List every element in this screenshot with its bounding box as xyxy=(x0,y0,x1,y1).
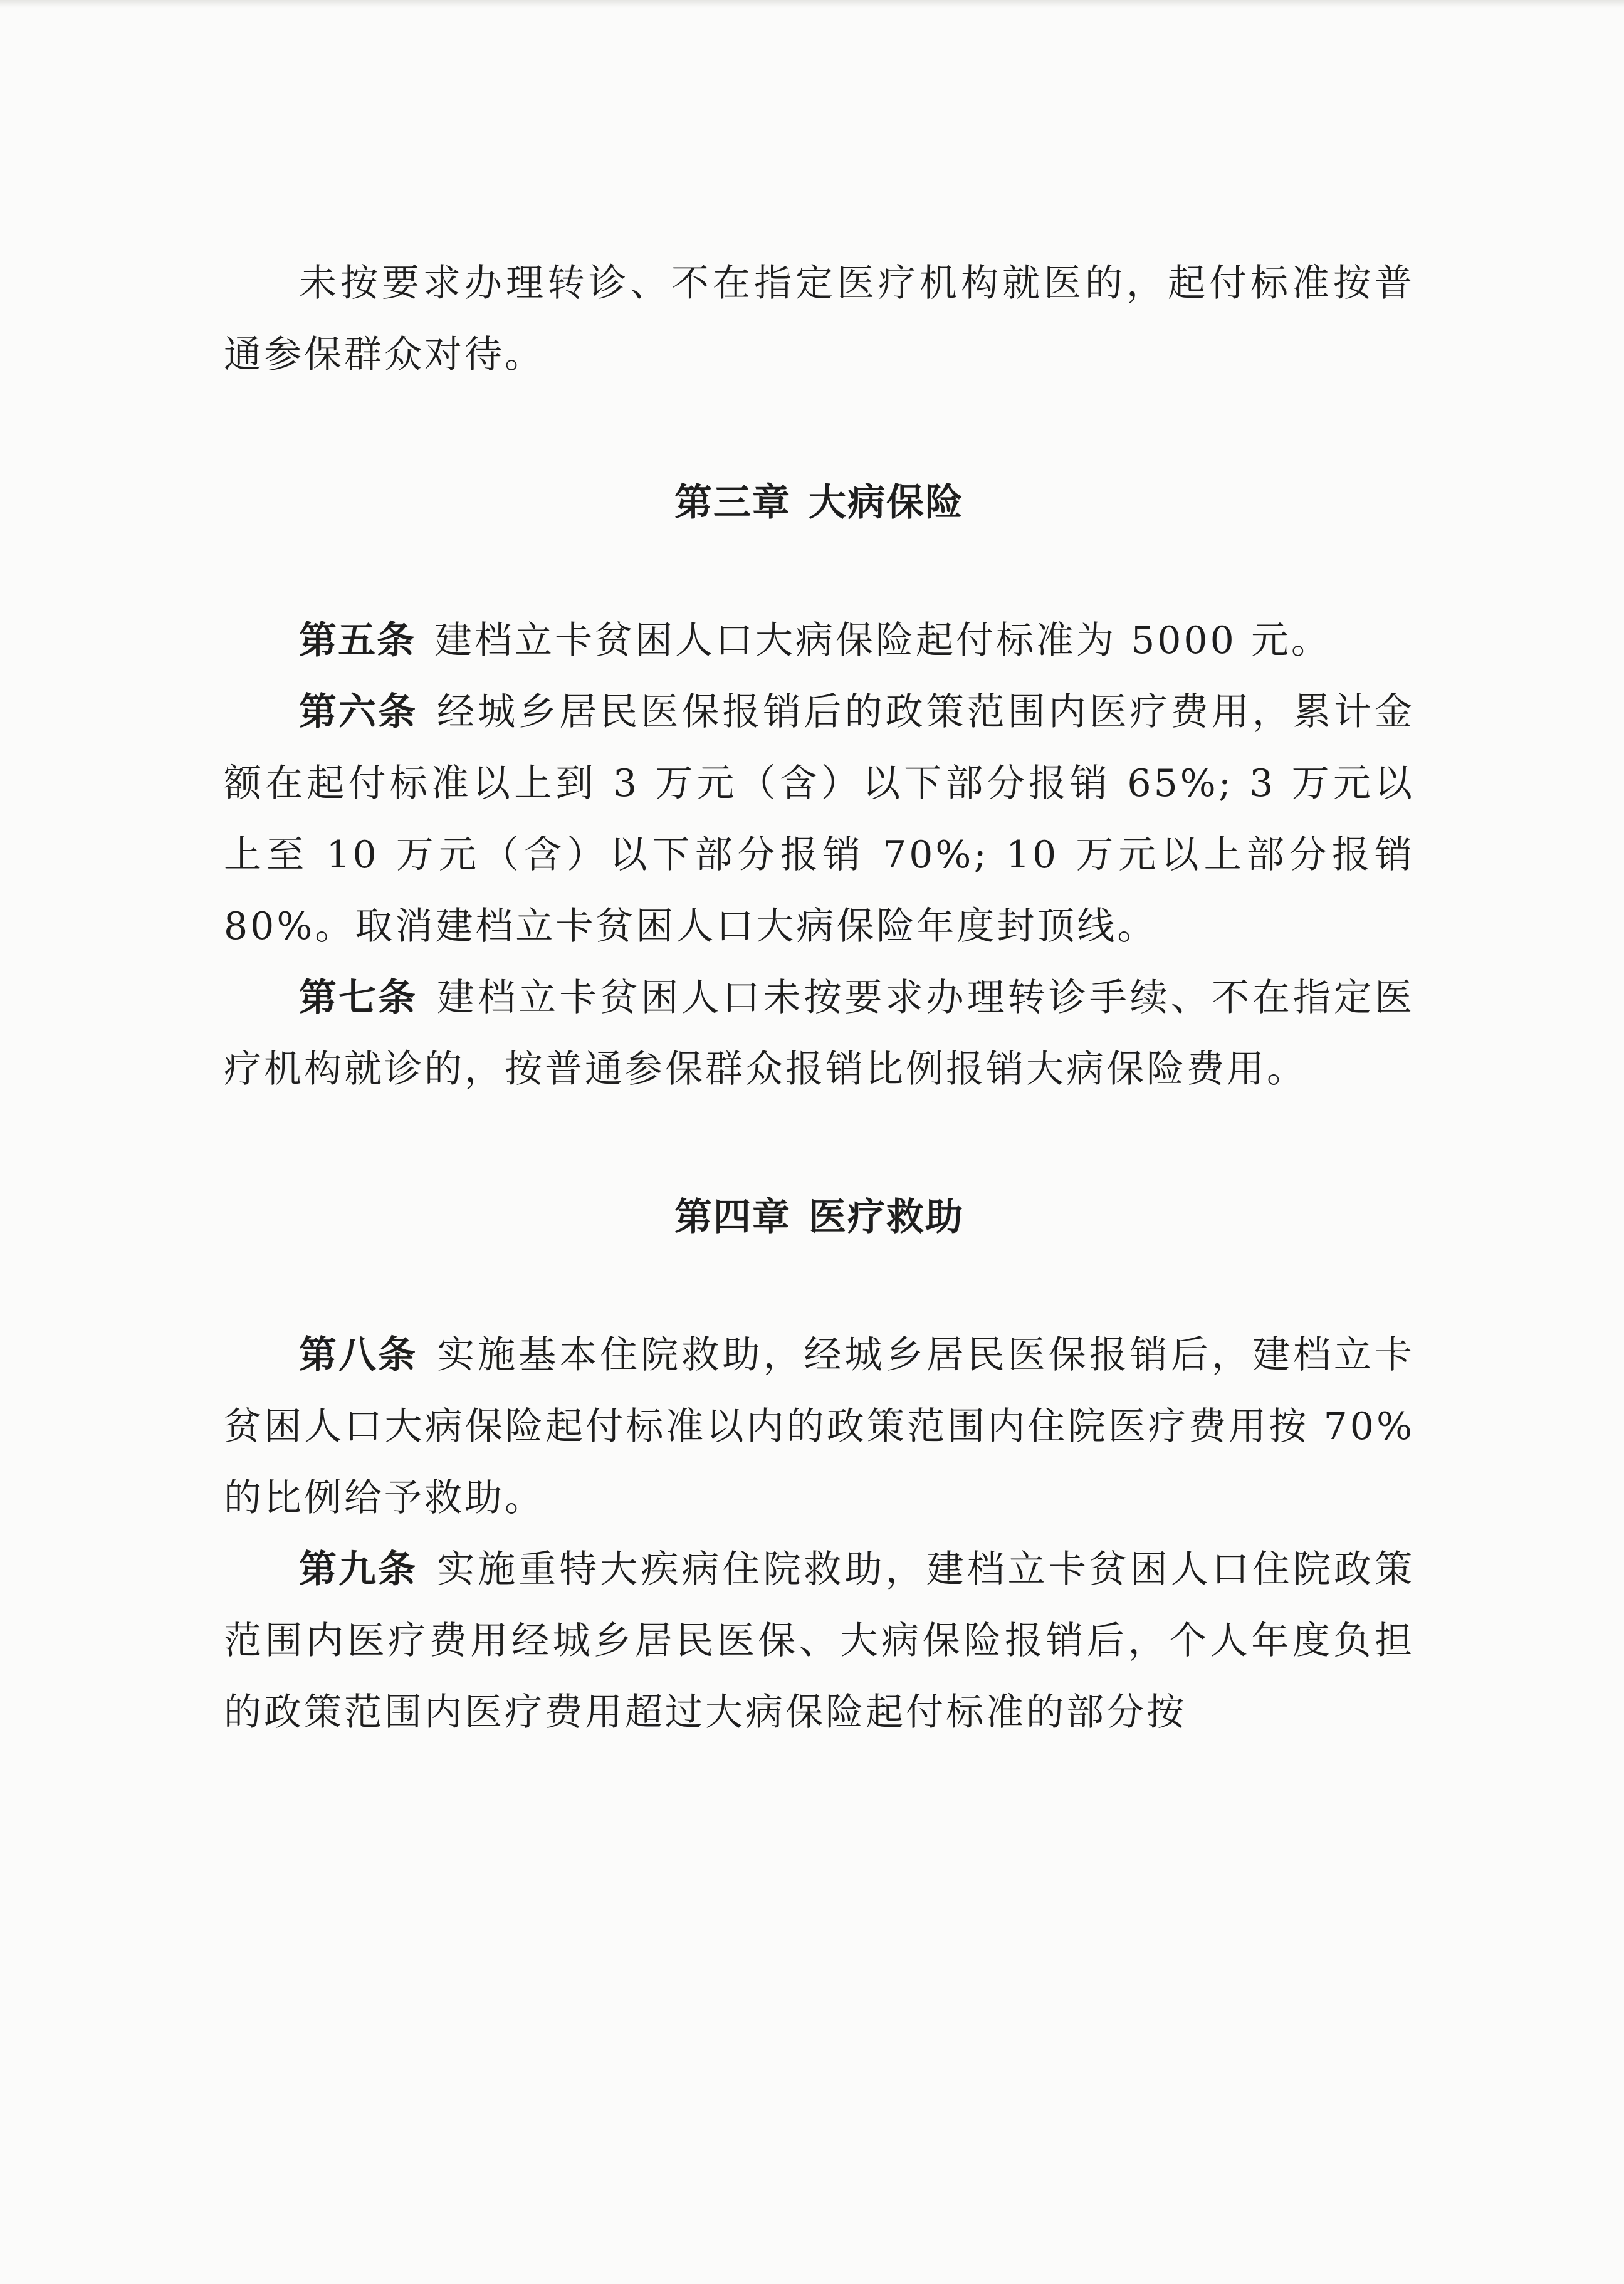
chapter-3-name: 大病保险 xyxy=(809,481,964,525)
article-7-text: 建档立卡贫困人口未按要求办理转诊手续、不在指定医疗机构就诊的，按普通参保群众报销比例报销大病保险费用。 xyxy=(224,976,1415,1091)
chapter-4-heading xyxy=(224,1181,1415,1253)
article-7-label: 第七条 xyxy=(299,976,418,1020)
article-9 xyxy=(224,1534,1415,1748)
section-spacer xyxy=(224,1105,1415,1181)
article-8-text: 实施基本住院救助，经城乡居民医保报销后，建档立卡贫困人口大病保险起付标准以内的政策范围内住院医疗费用按 70%的比例给予救助。 xyxy=(224,1333,1415,1520)
chapter-4-number: 第四章 xyxy=(674,1195,791,1239)
article-6 xyxy=(224,676,1415,962)
intro-paragraph: 未按要求办理转诊、不在指定医疗机构就医的，起付标准按普通参保群众对待。 xyxy=(224,261,1415,377)
chapter-3-heading xyxy=(224,467,1415,538)
article-9-label: 第九条 xyxy=(299,1548,418,1591)
article-8 xyxy=(224,1319,1415,1534)
document-body xyxy=(224,248,1415,1748)
article-8-label: 第八条 xyxy=(299,1333,418,1377)
article-7 xyxy=(224,962,1415,1105)
chapter-4-name: 医疗救助 xyxy=(809,1195,964,1239)
article-5-text: 建档立卡贫困人口大病保险起付标准为 5000 元。 xyxy=(434,619,1331,663)
article-5-label: 第五条 xyxy=(299,619,416,663)
article-6-label: 第六条 xyxy=(299,690,418,734)
section-spacer xyxy=(224,538,1415,605)
scan-edge-shadow xyxy=(0,0,1624,8)
section-spacer xyxy=(224,1253,1415,1319)
article-9-text: 实施重特大疾病住院救助，建档立卡贫困人口住院政策范围内医疗费用经城乡居民医保、大病保险报销后，个人年度负担的政策范围内医疗费用超过大病保险起付标准的部分按 xyxy=(224,1548,1415,1734)
chapter-3-number: 第三章 xyxy=(674,481,791,525)
article-5 xyxy=(224,605,1415,676)
section-spacer xyxy=(224,390,1415,467)
article-6-text: 经城乡居民医保报销后的政策范围内医疗费用，累计金额在起付标准以上到 3 万元（含）以下部分报销 65%; 3 万元以上至 10 万元（含）以下部分报销 70%; 10 万元以上部分报销 80%。取消建档立卡贫困人口大病保险年度封顶线。 xyxy=(224,690,1415,948)
